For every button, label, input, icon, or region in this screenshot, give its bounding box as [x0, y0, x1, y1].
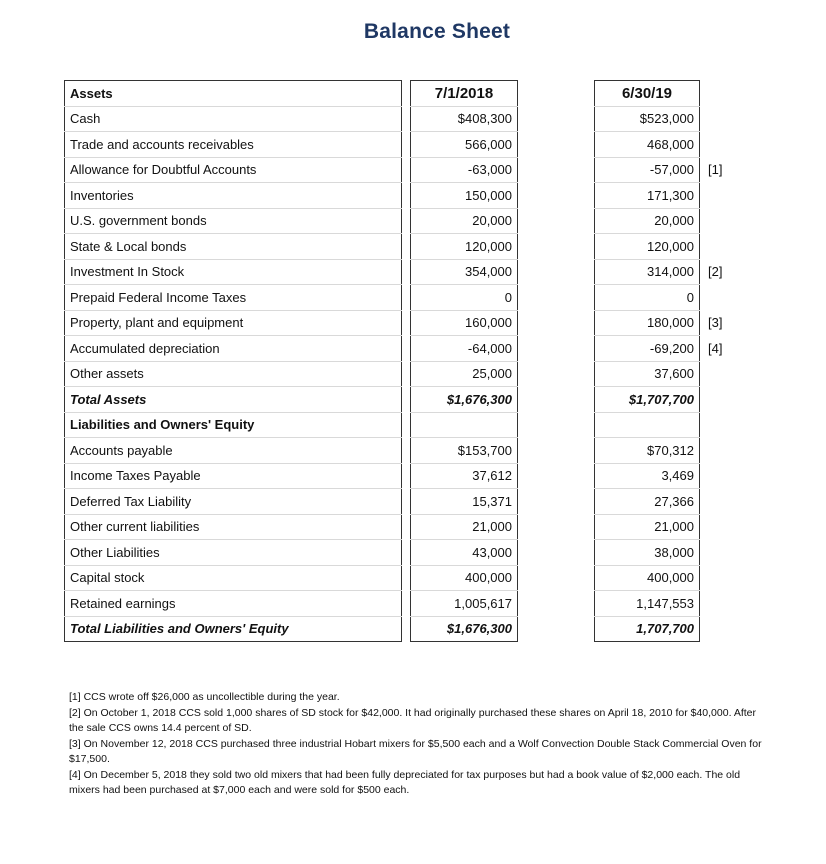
row-label: Total Assets [65, 387, 402, 413]
footnotes [69, 690, 769, 799]
footnote-1: [1] CCS wrote off $26,000 as uncollectible during the year. [69, 691, 340, 703]
table-row [65, 591, 754, 617]
row-label: Other Liabilities [65, 540, 402, 566]
note-ref [700, 591, 754, 617]
row-label: Income Taxes Payable [65, 463, 402, 489]
value-2019: 21,000 [595, 514, 700, 540]
row-label: Other assets [65, 361, 402, 387]
value-2019: 180,000 [595, 310, 700, 336]
row-label: Other current liabilities [65, 514, 402, 540]
value-2018: $153,700 [411, 438, 518, 464]
note-ref [700, 361, 754, 387]
note-ref [700, 565, 754, 591]
table-row [65, 387, 754, 413]
value-2019: 468,000 [595, 132, 700, 158]
value-2019 [595, 412, 700, 438]
note-ref [700, 387, 754, 413]
note-ref [700, 106, 754, 132]
table-row [65, 106, 754, 132]
value-2019: 20,000 [595, 208, 700, 234]
value-2018: 15,371 [411, 489, 518, 515]
note-ref: [2] [708, 264, 723, 280]
row-label: Liabilities and Owners' Equity [65, 412, 402, 438]
value-2019: -57,000 [595, 157, 700, 183]
note-ref: [1] [708, 162, 723, 178]
table-row [65, 361, 754, 387]
row-label: U.S. government bonds [65, 208, 402, 234]
table-row [65, 285, 754, 311]
row-label: Investment In Stock [65, 259, 402, 285]
note-ref [700, 489, 754, 515]
header-col-2018: 7/1/2018 [411, 81, 518, 107]
note-ref [700, 208, 754, 234]
header-col-2019: 6/30/19 [595, 81, 700, 107]
table-row [65, 259, 754, 285]
value-2019: 1,707,700 [595, 616, 700, 642]
row-label: Inventories [65, 183, 402, 209]
table-row [65, 336, 754, 362]
header-label: Assets [65, 81, 402, 107]
value-2018: 160,000 [411, 310, 518, 336]
value-2019: $523,000 [595, 106, 700, 132]
table-row [65, 310, 754, 336]
table-row [65, 514, 754, 540]
footnote-3: [3] On November 12, 2018 CCS purchased three industrial Hobart mixers for $5,500 each and a Wolf Convection Double Stack Commercial Oven for $17,500. [69, 737, 762, 765]
value-2019: 314,000 [595, 259, 700, 285]
value-2018: 43,000 [411, 540, 518, 566]
table-row [65, 132, 754, 158]
value-2019: 38,000 [595, 540, 700, 566]
value-2019: $1,707,700 [595, 387, 700, 413]
value-2018 [411, 412, 518, 438]
table-row [65, 412, 754, 438]
table-row [65, 157, 754, 183]
row-label: Allowance for Doubtful Accounts [65, 157, 402, 183]
value-2018: 21,000 [411, 514, 518, 540]
value-2019: 171,300 [595, 183, 700, 209]
value-2019: 0 [595, 285, 700, 311]
balance-sheet-table [64, 80, 754, 642]
value-2018: 400,000 [411, 565, 518, 591]
row-label: Property, plant and equipment [65, 310, 402, 336]
row-label: Accounts payable [65, 438, 402, 464]
note-ref [700, 514, 754, 540]
row-label: Accumulated depreciation [65, 336, 402, 362]
value-2018: 150,000 [411, 183, 518, 209]
page-title: Balance Sheet [363, 20, 511, 43]
value-2018: 354,000 [411, 259, 518, 285]
value-2019: 400,000 [595, 565, 700, 591]
value-2018: $1,676,300 [411, 387, 518, 413]
row-label: State & Local bonds [65, 234, 402, 260]
row-label: Deferred Tax Liability [65, 489, 402, 515]
note-ref: [4] [708, 340, 723, 356]
note-ref [700, 234, 754, 260]
value-2018: -63,000 [411, 157, 518, 183]
table-row [65, 208, 754, 234]
value-2018: $1,676,300 [411, 616, 518, 642]
note-ref [700, 540, 754, 566]
note-ref [700, 616, 754, 642]
row-label: Prepaid Federal Income Taxes [65, 285, 402, 311]
value-2018: 1,005,617 [411, 591, 518, 617]
footnote-4: [4] On December 5, 2018 they sold two old mixers that had been fully depreciated for tax purposes but had a book value of $2,000 each. The old mixers had been purchased at $7,000 each and were sold for $500 each. [69, 768, 741, 796]
table-row [65, 540, 754, 566]
row-label: Cash [65, 106, 402, 132]
table-row [65, 438, 754, 464]
value-2019: 27,366 [595, 489, 700, 515]
value-2019: 3,469 [595, 463, 700, 489]
value-2018: 0 [411, 285, 518, 311]
value-2019: 120,000 [595, 234, 700, 260]
note-ref [700, 438, 754, 464]
table-row [65, 616, 754, 642]
note-ref [700, 463, 754, 489]
value-2018: 25,000 [411, 361, 518, 387]
value-2018: 566,000 [411, 132, 518, 158]
table-row [65, 489, 754, 515]
table-row [65, 234, 754, 260]
value-2018: -64,000 [411, 336, 518, 362]
value-2019: -69,200 [595, 336, 700, 362]
note-ref [700, 183, 754, 209]
row-label: Total Liabilities and Owners' Equity [65, 616, 402, 642]
row-label: Capital stock [65, 565, 402, 591]
table-row [65, 463, 754, 489]
note-ref [700, 412, 754, 438]
note-ref [700, 132, 754, 158]
value-2019: $70,312 [595, 438, 700, 464]
value-2019: 37,600 [595, 361, 700, 387]
table-row [65, 183, 754, 209]
value-2018: 120,000 [411, 234, 518, 260]
row-label: Retained earnings [65, 591, 402, 617]
value-2018: $408,300 [411, 106, 518, 132]
value-2019: 1,147,553 [595, 591, 700, 617]
row-label: Trade and accounts receivables [65, 132, 402, 158]
table-header-row [65, 81, 754, 107]
value-2018: 20,000 [411, 208, 518, 234]
value-2018: 37,612 [411, 463, 518, 489]
table-row [65, 565, 754, 591]
note-ref: [3] [708, 315, 723, 331]
footnote-2: [2] On October 1, 2018 CCS sold 1,000 shares of SD stock for $42,000. It had originally purchased these shares on April 18, 2010 for $40,000. After the sale CCS owns 14.4 percent of SD. [69, 706, 756, 734]
note-ref [700, 285, 754, 311]
